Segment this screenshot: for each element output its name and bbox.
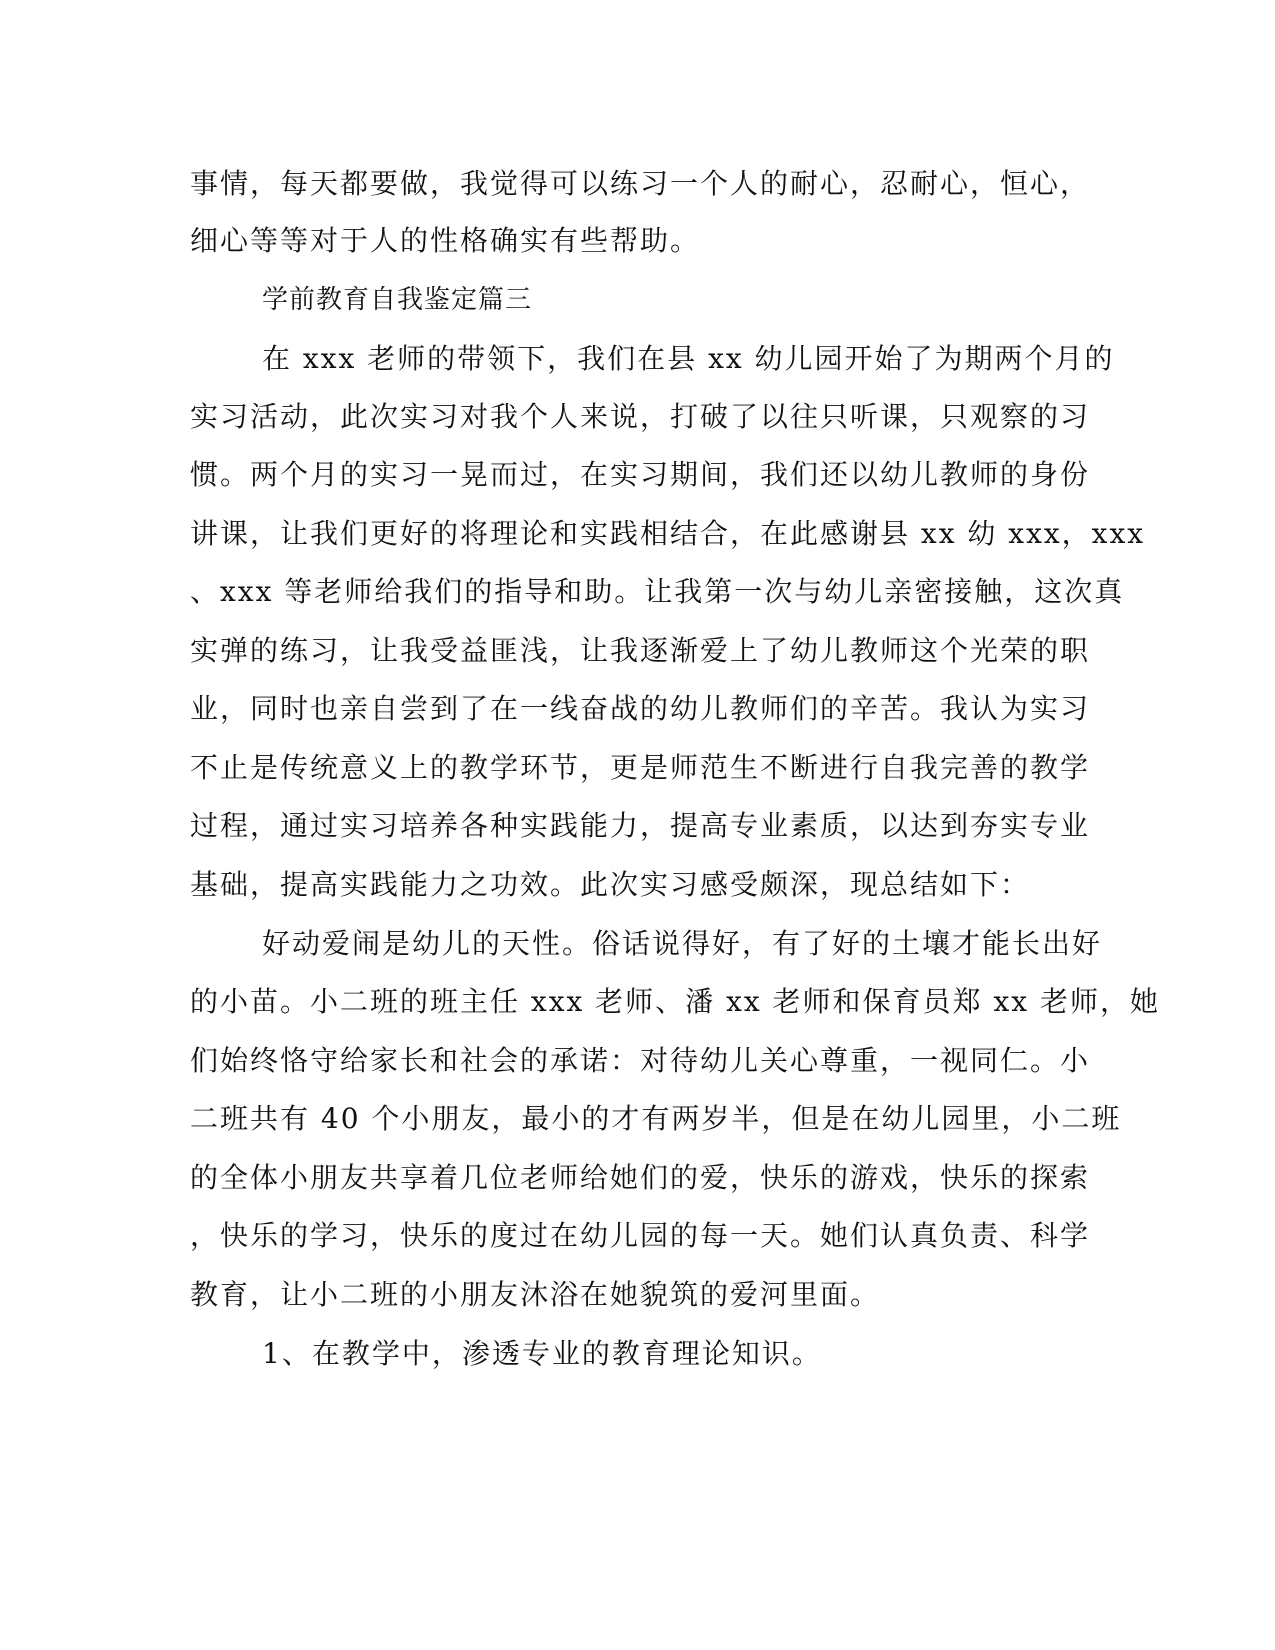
text-line: 好动爱闹是幼儿的天性。俗话说得好，有了好的土壤才能长出好 [262, 927, 1103, 960]
text-line: 们始终恪守给家长和社会的承诺：对待幼儿关心尊重，一视同仁。小 [190, 1044, 1091, 1077]
text-line: 基础，提高实践能力之功效。此次实习感受颇深，现总结如下： [190, 868, 1031, 901]
text-line: 细心等等对于人的性格确实有些帮助。 [190, 224, 701, 257]
text-line: 教育，让小二班的小朋友沐浴在她貌筑的爱河里面。 [190, 1278, 881, 1311]
text-line: 实习活动，此次实习对我个人来说，打破了以往只听课，只观察的习 [190, 400, 1091, 433]
text-line: 实弹的练习，让我受益匪浅，让我逐渐爱上了幼儿教师这个光荣的职 [190, 634, 1091, 667]
section-heading: 学前教育自我鉴定篇三 [262, 285, 533, 315]
text-line: 过程，通过实习培养各种实践能力，提高专业素质，以达到夯实专业 [190, 809, 1091, 842]
text-line: 、xxx 等老师给我们的指导和助。让我第一次与幼儿亲密接触，这次真 [190, 575, 1125, 608]
text-line: 的小苗。小二班的班主任 xxx 老师、潘 xx 老师和保育员郑 xx 老师，她 [190, 985, 1160, 1018]
text-line: 二班共有 40 个小朋友，最小的才有两岁半，但是在幼儿园里，小二班 [190, 1102, 1122, 1135]
list-item: 1、在教学中，渗透专业的教育理论知识。 [262, 1337, 822, 1370]
text-line: 不止是传统意义上的教学环节，更是师范生不断进行自我完善的教学 [190, 751, 1091, 784]
text-line: 惯。两个月的实习一晃而过，在实习期间，我们还以幼儿教师的身份 [190, 458, 1091, 491]
text-line: 的全体小朋友共享着几位老师给她们的爱，快乐的游戏，快乐的探索 [190, 1161, 1091, 1194]
text-line: 事情，每天都要做，我觉得可以练习一个人的耐心，忍耐心，恒心， [190, 167, 1091, 200]
text-line: ，快乐的学习，快乐的度过在幼儿园的每一天。她们认真负责、科学 [190, 1219, 1091, 1252]
text-line: 在 xxx 老师的带领下，我们在县 xx 幼儿园开始了为期两个月的 [262, 342, 1115, 375]
text-line: 业，同时也亲自尝到了在一线奋战的幼儿教师们的辛苦。我认为实习 [190, 692, 1091, 725]
text-line: 讲课，让我们更好的将理论和实践相结合，在此感谢县 xx 幼 xxx，xxx [190, 517, 1146, 550]
